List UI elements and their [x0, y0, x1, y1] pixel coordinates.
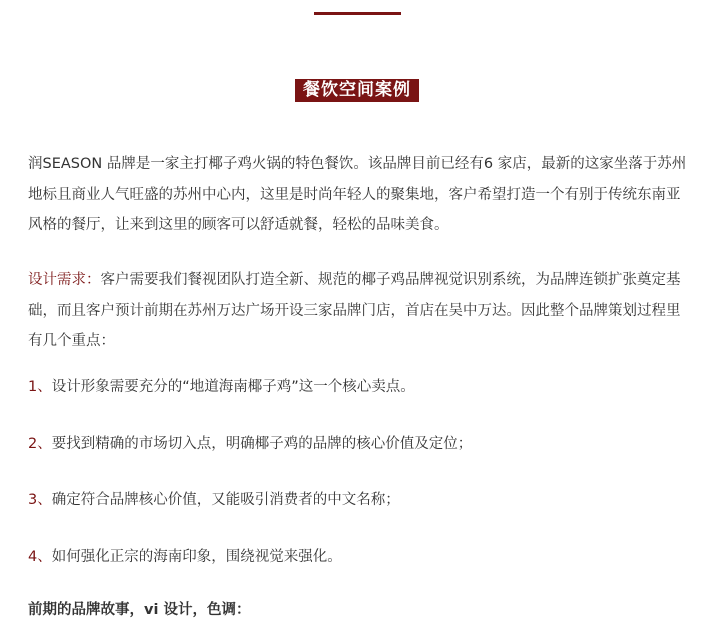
design-needs-paragraph [28, 265, 692, 357]
list-item-number: 1、 [28, 379, 52, 395]
list-item [28, 434, 692, 454]
list-item-number: 4、 [28, 549, 52, 565]
list-item-text: 设计形象需要充分的“地道海南椰子鸡”这一个核心卖点。 [51, 379, 415, 395]
brand-story-heading: 前期的品牌故事，vi 设计，色调： [28, 602, 251, 618]
section-heading: 餐饮空间案例 [295, 79, 419, 102]
list-item-number: 3、 [28, 492, 52, 508]
list-item [28, 377, 692, 397]
intro-paragraph: 润SEASON 品牌是一家主打椰子鸡火锅的特色餐饮。该品牌目前已经有6 家店，最新的这家坐落于苏州地标且商业人气旺盛的苏州中心内，这里是时尚年轻人的聚集地，客户希望打造一个有别于传统东南亚风格的餐厅，让来到这里的顾客可以舒适就餐，轻松的品味美食。 [28, 156, 687, 233]
list-item-text: 如何强化正宗的海南印象，围绕视觉来强化。 [51, 549, 342, 565]
list-item-text: 要找到精确的市场切入点，明确椰子鸡的品牌的核心价值及定位； [51, 436, 473, 452]
list-item [28, 547, 692, 567]
design-needs-text: 客户需要我们餐视团队打造全新、规范的椰子鸡品牌视觉识别系统，为品牌连锁扩张奠定基础，而且客户预计前期在苏州万达广场开设三家品牌门店，首店在吴中万达。因此整个品牌策划过程里有几个重点： [28, 272, 681, 349]
list-item [28, 490, 692, 510]
list-item-text: 确定符合品牌核心价值，又能吸引消费者的中文名称； [51, 492, 400, 508]
top-divider [314, 12, 401, 15]
list-item-number: 2、 [28, 436, 52, 452]
design-needs-label: 设计需求： [28, 272, 101, 288]
